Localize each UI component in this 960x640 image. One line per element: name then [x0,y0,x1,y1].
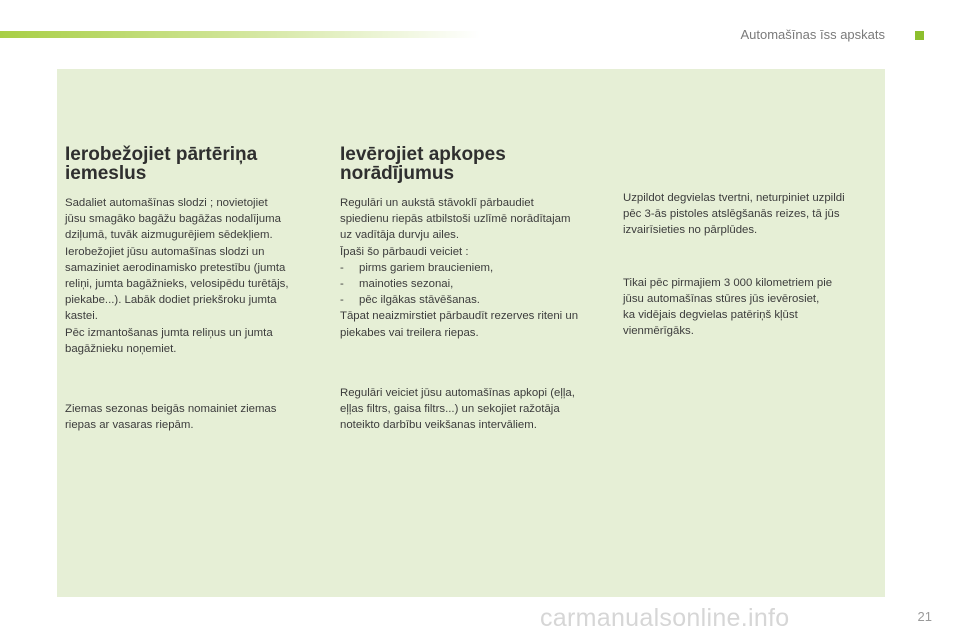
right-column [623,190,878,339]
middle-heading: Ievērojiet apkopes norādījumus [340,144,506,184]
middle-paragraph-1: Regulāri un aukstā stāvoklī pārbaudiet spiedienu riepās atbilstoši uzlīmē norādītajam uz vadītāja durvju ailes. Īpaši šo pārbaudi veiciet : - pirms gariem braucieniem, - mainoties sezonai, - pēc ilgākas stāvēšanas. Tāpat neaizmirstiet pārbaudīt rezerves riteni un piekabes vai treilera riepas. [340,195,602,341]
watermark: carmanualsonline.info [540,604,790,632]
list-item: - mainoties sezonai, [340,278,454,291]
section-title: Automašīnas īss apskats [740,27,885,42]
left-paragraph-2: Ziemas sezonas beigās nomainiet ziemas riepas ar vasaras riepām. [65,403,277,432]
middle-column [340,145,602,433]
header-accent-bar [0,31,480,38]
list-item: - pēc ilgākas stāvēšanas. [340,294,480,307]
left-heading: Ierobežojiet pārtēriņa iemeslus [65,144,258,184]
right-paragraph-2: Tikai pēc pirmajiem 3 000 kilometriem pie jūsu automašīnas stūres jūs ievērosiet, ka vidējais degvielas patēriņš kļūst vienmērīgāks. [623,276,833,338]
header-square-icon [915,31,924,40]
page-number: 21 [917,609,932,624]
left-column [65,145,320,433]
middle-paragraph-2: Regulāri veiciet jūsu automašīnas apkopi (eļļa, eļļas filtrs, gaisa filtrs...) un sekojiet ražotāja noteikto darbību veikšanas intervāliem. [340,386,575,432]
left-paragraph-1: Sadaliet automašīnas slodzi ; novietojiet jūsu smagāko bagāžu bagāžas nodalījuma dziļumā, tuvāk aizmugurējiem sēdekļiem. Ierobežojiet jūsu automašīnas slodzi un samaziniet aerodinamisko pretestību (jumta reliņi, jumta bagāžnieks, velosipēdu turētājs, piekabe...). Labāk dodiet priekšroku jumta kastei. Pēc izmantošanas jumta reliņus un jumta bagāžnieku noņemiet. [65,197,289,355]
right-paragraph-1: Uzpildot degvielas tvertni, neturpiniet uzpildi pēc 3-ās pistoles atslēgšanās reizes, tā jūs izvairīsieties no pārplūdes. [623,192,845,237]
list-item: - pirms gariem braucieniem, [340,261,494,274]
